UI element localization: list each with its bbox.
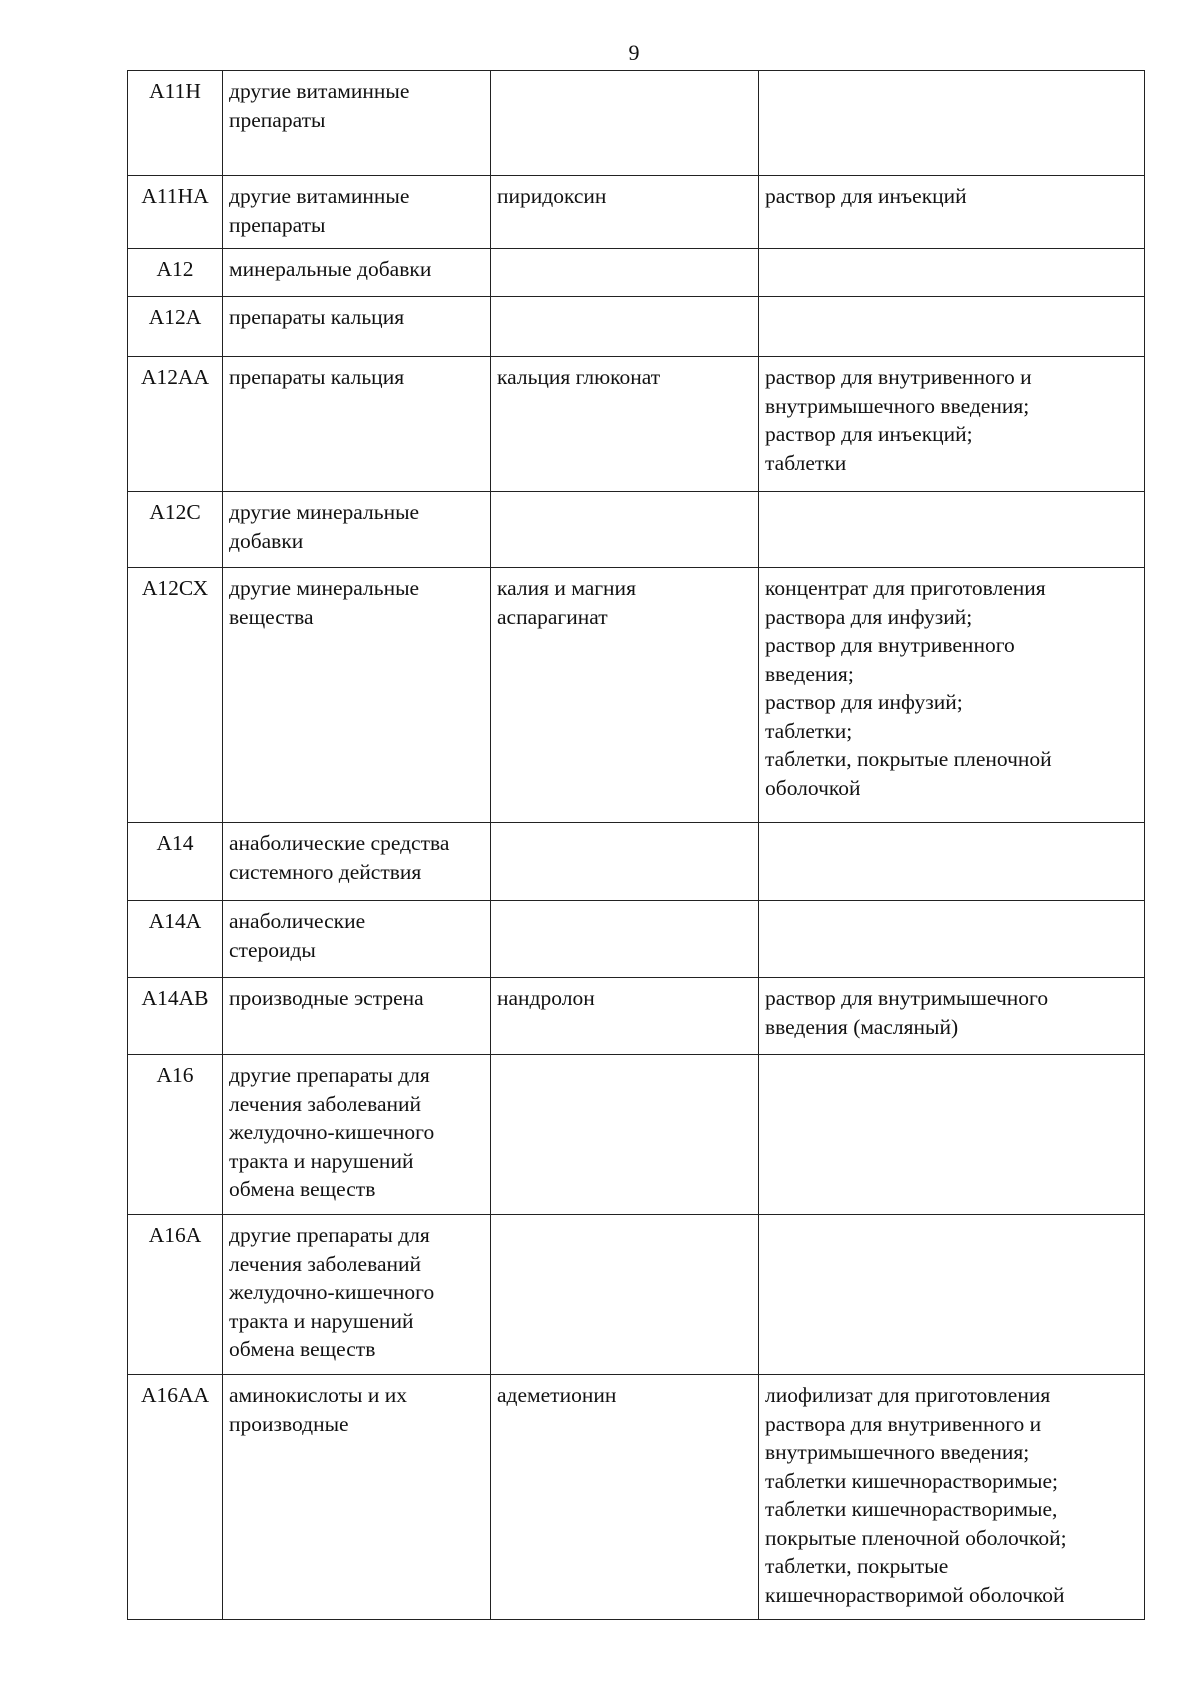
table-row xyxy=(128,492,1145,568)
atc-code: А11НА xyxy=(141,184,209,208)
atc-code-cell xyxy=(128,1215,223,1375)
forms-cell xyxy=(759,492,1145,568)
forms-cell xyxy=(759,978,1145,1055)
group-line: анаболические xyxy=(229,909,366,933)
atc-code: А16АА xyxy=(140,1383,210,1407)
form-line: введения (масляный) xyxy=(765,1014,959,1039)
atc-code-cell xyxy=(128,978,223,1055)
form-line: внутримышечного введения; xyxy=(765,393,1030,418)
atc-code: А12С xyxy=(149,500,201,524)
drug-cell xyxy=(491,176,759,249)
group-line: другие витаминные xyxy=(229,79,410,103)
table-row xyxy=(128,71,1145,176)
atc-code-cell xyxy=(128,249,223,297)
atc-code-cell xyxy=(128,357,223,492)
drug-cell xyxy=(491,1215,759,1375)
atc-code-cell xyxy=(128,297,223,357)
group-line: другие препараты для xyxy=(229,1223,430,1247)
group-line: желудочно-кишечного xyxy=(229,1120,435,1144)
table-row xyxy=(128,823,1145,901)
atc-code: А16 xyxy=(156,1063,194,1087)
drug-cell xyxy=(491,297,759,357)
form-line: лиофилизат для приготовления xyxy=(765,1383,1051,1407)
form-line: раствора для внутривенного и xyxy=(765,1411,1042,1436)
atc-table xyxy=(127,70,1145,1620)
atc-code-cell xyxy=(128,492,223,568)
group-line: препараты xyxy=(229,107,326,132)
group-line: другие препараты для xyxy=(229,1063,430,1087)
drug-line: адеметионин xyxy=(497,1383,617,1407)
group-line: стероиды xyxy=(229,937,316,962)
group-cell xyxy=(223,357,491,492)
atc-code: А11Н xyxy=(149,79,201,103)
group-line: производные эстрена xyxy=(229,986,424,1010)
drug-line: пиридоксин xyxy=(497,184,607,208)
group-line: тракта и нарушений xyxy=(229,1308,414,1333)
group-line: другие витаминные xyxy=(229,184,410,208)
forms-cell xyxy=(759,901,1145,978)
forms-cell xyxy=(759,297,1145,357)
form-line: покрытые пленочной оболочкой; xyxy=(765,1525,1067,1550)
form-line: таблетки, покрытые xyxy=(765,1554,949,1578)
form-line: таблетки, покрытые пленочной xyxy=(765,747,1052,771)
group-cell xyxy=(223,71,491,176)
drug-cell xyxy=(491,1055,759,1215)
drug-cell xyxy=(491,357,759,492)
drug-cell xyxy=(491,249,759,297)
atc-code-cell xyxy=(128,823,223,901)
atc-code-cell xyxy=(128,901,223,978)
group-line: лечения заболеваний xyxy=(229,1251,422,1276)
group-line: аминокислоты и их xyxy=(229,1383,407,1407)
group-line: вещества xyxy=(229,604,314,629)
form-line: введения; xyxy=(765,661,854,686)
group-line: другие минеральные xyxy=(229,500,420,524)
group-cell xyxy=(223,297,491,357)
group-cell xyxy=(223,568,491,823)
atc-code: А12СХ xyxy=(141,576,209,600)
group-line: препараты кальция xyxy=(229,305,405,329)
group-cell xyxy=(223,978,491,1055)
forms-cell xyxy=(759,1055,1145,1215)
atc-code: А12 xyxy=(156,257,194,281)
group-cell xyxy=(223,492,491,568)
group-cell xyxy=(223,823,491,901)
table-row xyxy=(128,1215,1145,1375)
form-line: оболочкой xyxy=(765,775,861,800)
drug-line: калия и магния xyxy=(497,576,636,600)
drug-cell xyxy=(491,492,759,568)
atc-code-cell xyxy=(128,1375,223,1620)
page-number: 9 xyxy=(628,40,640,65)
group-cell xyxy=(223,1215,491,1375)
drug-cell xyxy=(491,901,759,978)
drug-line: кальция глюконат xyxy=(497,365,661,389)
table-row xyxy=(128,568,1145,823)
form-line: раствор для внутривенного и xyxy=(765,365,1032,389)
drug-line: аспарагинат xyxy=(497,604,608,629)
form-line: таблетки кишечнорастворимые, xyxy=(765,1497,1058,1521)
form-line: раствор для инфузий; xyxy=(765,690,963,714)
forms-cell xyxy=(759,249,1145,297)
group-line: производные xyxy=(229,1411,349,1436)
group-line: анаболические средства xyxy=(229,831,450,855)
drug-cell xyxy=(491,978,759,1055)
form-line: внутримышечного введения; xyxy=(765,1440,1030,1464)
drug-cell xyxy=(491,71,759,176)
atc-table-body xyxy=(128,71,1145,1620)
group-line: добавки xyxy=(229,528,304,553)
table-row xyxy=(128,978,1145,1055)
atc-code: А16А xyxy=(148,1223,202,1247)
atc-code: А14 xyxy=(156,831,194,855)
drug-cell xyxy=(491,1375,759,1620)
drug-cell xyxy=(491,568,759,823)
form-line: раствора для инфузий; xyxy=(765,604,973,629)
atc-code: А12АА xyxy=(140,365,210,389)
form-line: раствор для инъекций xyxy=(765,184,967,208)
group-line: обмена веществ xyxy=(229,1337,376,1361)
group-cell xyxy=(223,1055,491,1215)
table-row xyxy=(128,357,1145,492)
atc-code: А14АВ xyxy=(141,986,209,1010)
atc-code-cell xyxy=(128,568,223,823)
form-line: таблетки xyxy=(765,450,847,475)
form-line: раствор для внутримышечного xyxy=(765,986,1049,1010)
group-cell xyxy=(223,176,491,249)
form-line: концентрат для приготовления xyxy=(765,576,1046,600)
group-cell xyxy=(223,901,491,978)
form-line: раствор для инъекций; xyxy=(765,422,973,446)
table-row xyxy=(128,901,1145,978)
table-row xyxy=(128,297,1145,357)
table-row xyxy=(128,249,1145,297)
forms-cell xyxy=(759,1215,1145,1375)
group-line: обмена веществ xyxy=(229,1177,376,1201)
group-line: тракта и нарушений xyxy=(229,1148,414,1173)
form-line: таблетки кишечнорастворимые; xyxy=(765,1468,1058,1493)
forms-cell xyxy=(759,823,1145,901)
drug-cell xyxy=(491,823,759,901)
group-line: препараты кальция xyxy=(229,365,405,389)
table-row xyxy=(128,176,1145,249)
atc-code: А12А xyxy=(148,305,202,329)
group-cell xyxy=(223,1375,491,1620)
forms-cell xyxy=(759,1375,1145,1620)
group-line: системного действия xyxy=(229,859,422,884)
form-line: раствор для внутривенного xyxy=(765,633,1015,657)
forms-cell xyxy=(759,176,1145,249)
forms-cell xyxy=(759,357,1145,492)
group-line: желудочно-кишечного xyxy=(229,1280,435,1304)
atc-code-cell xyxy=(128,71,223,176)
table-row xyxy=(128,1375,1145,1620)
atc-code-cell xyxy=(128,176,223,249)
atc-code: А14А xyxy=(148,909,202,933)
drug-line: нандролон xyxy=(497,986,595,1010)
group-line: лечения заболеваний xyxy=(229,1091,422,1116)
atc-code-cell xyxy=(128,1055,223,1215)
group-line: препараты xyxy=(229,212,326,237)
forms-cell xyxy=(759,568,1145,823)
table-row xyxy=(128,1055,1145,1215)
form-line: кишечнорастворимой оболочкой xyxy=(765,1582,1065,1607)
forms-cell xyxy=(759,71,1145,176)
group-cell xyxy=(223,249,491,297)
group-line: другие минеральные xyxy=(229,576,420,600)
group-line: минеральные добавки xyxy=(229,257,432,281)
form-line: таблетки; xyxy=(765,718,853,743)
